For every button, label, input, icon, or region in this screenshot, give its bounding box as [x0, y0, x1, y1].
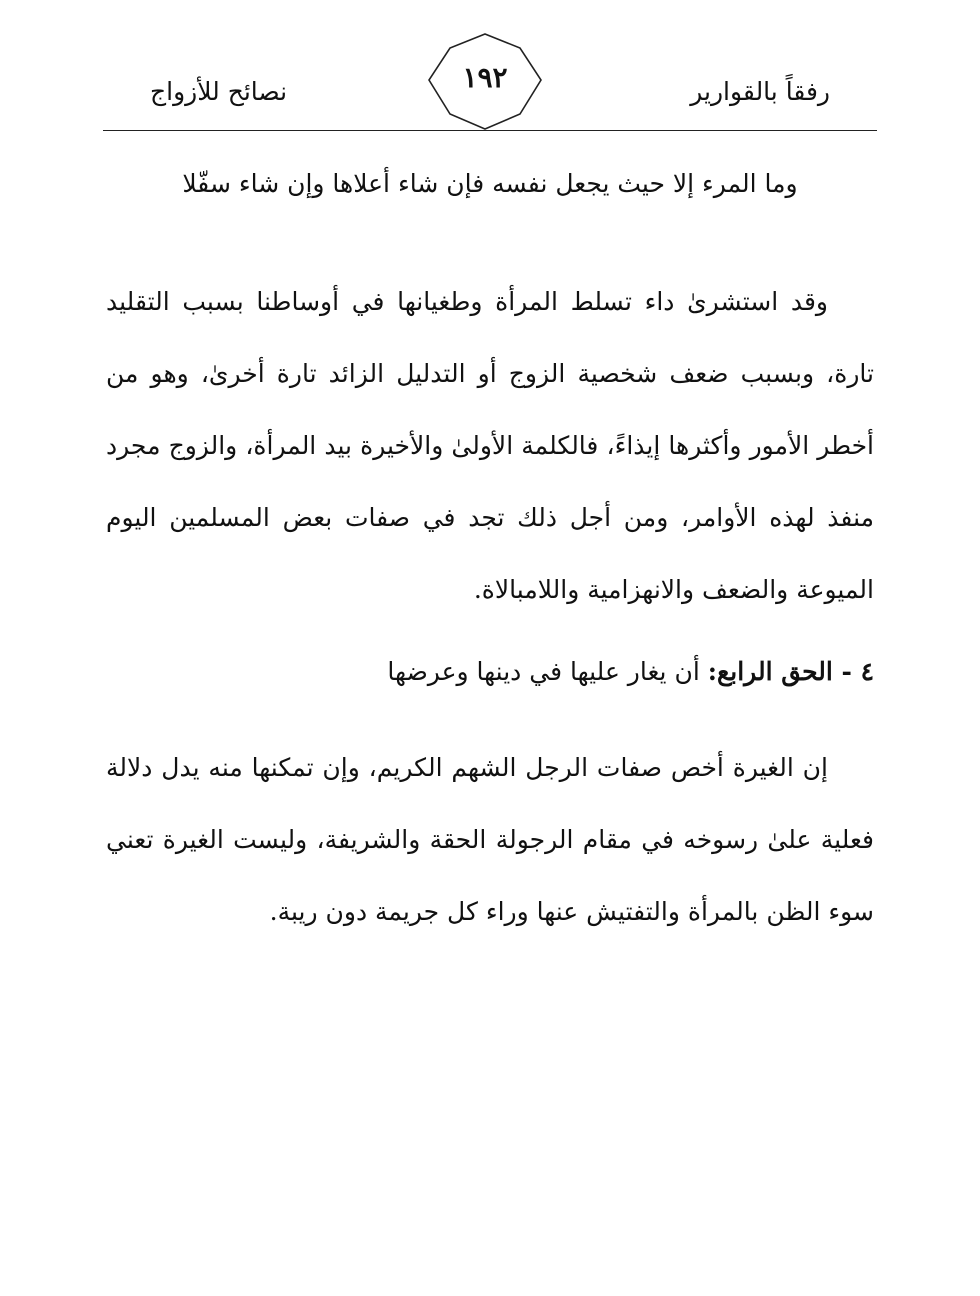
poetry-verse: وما المرء إلا حيث يجعل نفسه فإن شاء أعلاها وإن شاء سفّلا	[182, 169, 798, 198]
paragraph	[106, 732, 874, 948]
page-number: ١٩٢	[462, 61, 508, 94]
page-number-badge	[425, 32, 545, 132]
section-heading-text: أن يغار عليها في دينها وعرضها	[387, 657, 708, 686]
section-heading	[106, 648, 874, 696]
section-title-header: نصائح للأزواج	[150, 77, 288, 106]
paragraph-text: وقد استشرىٰ داء تسلط المرأة وطغيانها في أوساطنا بسبب التقليد تارة، وبسبب ضعف شخصية الزوج أو التدليل الزائد تارة أخرىٰ، وهو من أخطر الأمور وأكثرها إيذاءً، فالكلمة الأولىٰ والأخيرة بيد المرأة، والزوج مجرد منفذ لهذه الأوامر، ومن أجل ذلك تجد في صفات بعض المسلمين اليوم الميوعة والضعف والانهزامية واللامبالاة.	[106, 287, 874, 604]
paragraph	[106, 266, 874, 626]
paragraph-text: إن الغيرة أخص صفات الرجل الشهم الكريم، وإن تمكنها منه يدل دلالة فعلية علىٰ رسوخه في مقام الرجولة الحقة والشريفة، وليست الغيرة تعني سوء الظن بالمرأة والتفتيش عنها وراء كل جريمة دون ريبة.	[106, 753, 874, 926]
header-divider	[103, 130, 877, 131]
section-heading-label: ٤ - الحق الرابع:	[707, 657, 874, 686]
page-body	[106, 160, 874, 948]
book-title-header: رفقاً بالقوارير	[690, 77, 830, 106]
